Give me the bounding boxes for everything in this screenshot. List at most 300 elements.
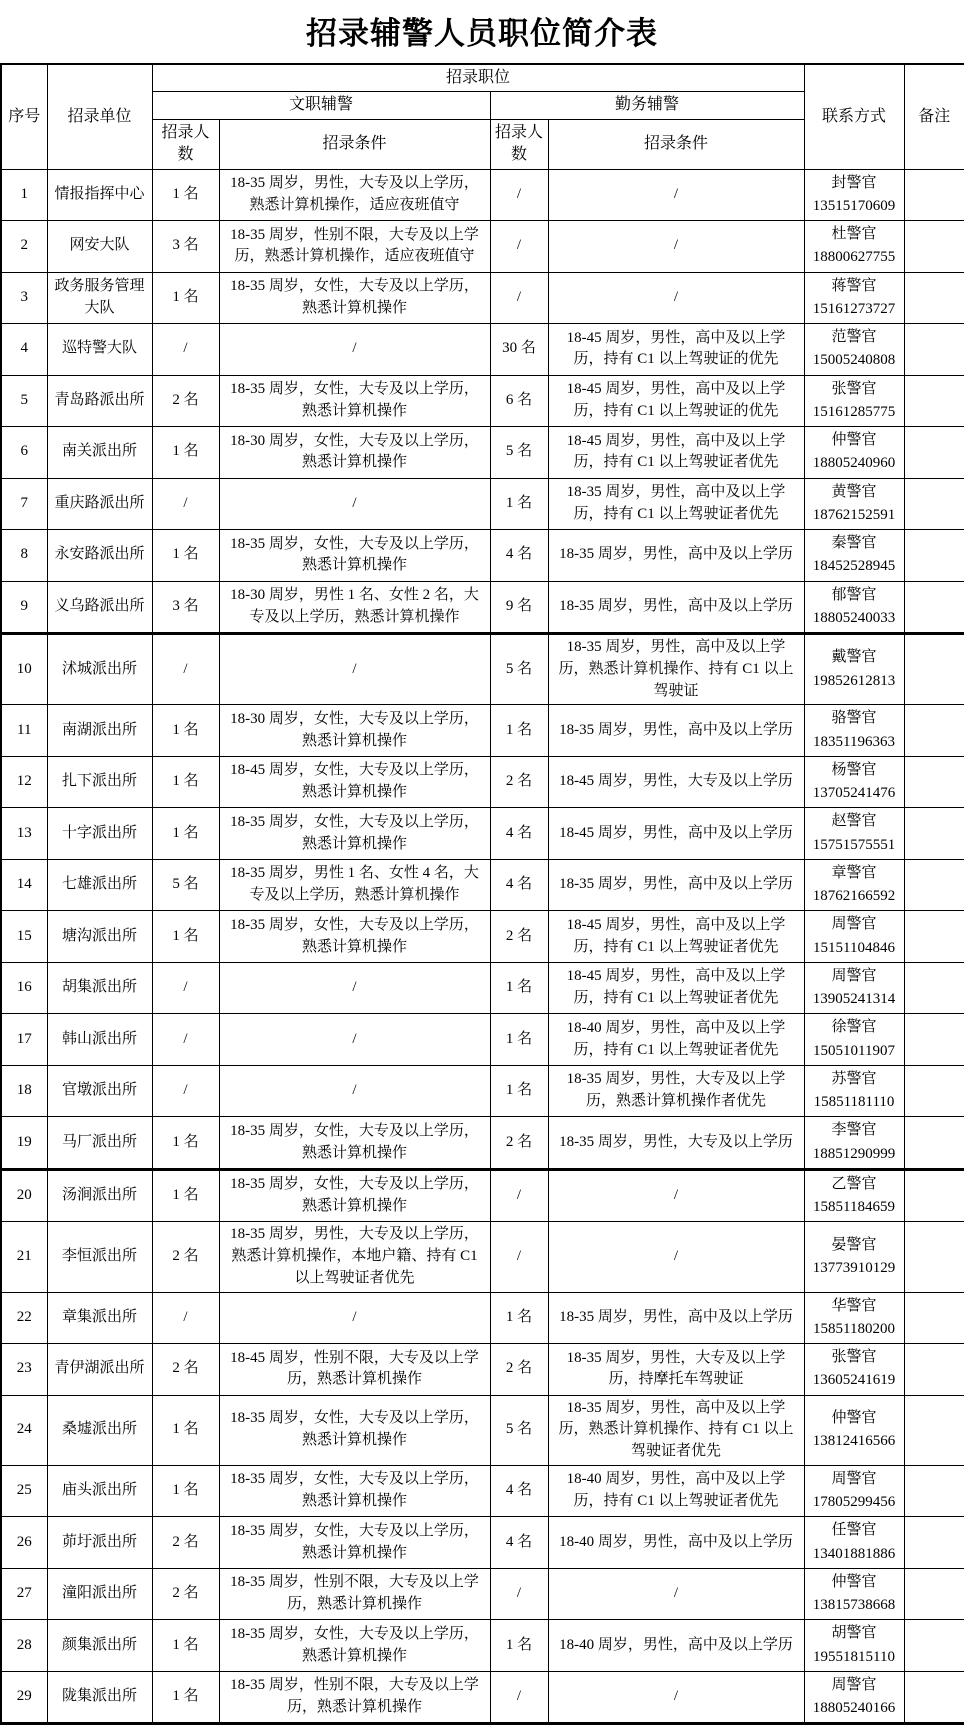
column-header-position-group: 招录职位 xyxy=(152,64,804,92)
contact-name: 胡警官 xyxy=(831,1625,877,1642)
duty-count: / xyxy=(490,1169,548,1222)
row-serial: 12 xyxy=(1,756,47,808)
note-cell xyxy=(904,1292,964,1344)
duty-count: / xyxy=(490,221,548,273)
contact-name: 徐警官 xyxy=(831,1019,877,1036)
civilian-count: 2 名 xyxy=(152,1517,219,1569)
row-serial: 7 xyxy=(1,478,47,530)
row-serial: 2 xyxy=(1,221,47,273)
table-row xyxy=(1,478,964,530)
table-row xyxy=(1,962,964,1014)
contact-name: 骆警官 xyxy=(831,710,877,727)
table-row xyxy=(1,634,964,705)
contact-cell xyxy=(804,1344,904,1396)
contact-name: 张警官 xyxy=(831,380,877,397)
note-cell xyxy=(904,1568,964,1620)
contact-phone: 15851181110 xyxy=(813,1094,895,1111)
civilian-conditions: 18-35 周岁，女性，大专及以上学历，熟悉计算机操作 xyxy=(219,1465,490,1517)
civilian-conditions: 18-35 周岁，性别不限，大专及以上学历，熟悉计算机操作，适应夜班值守 xyxy=(219,221,490,273)
duty-count: 4 名 xyxy=(490,1465,548,1517)
recruiting-unit: 桑墟派出所 xyxy=(47,1395,152,1465)
contact-name: 杨警官 xyxy=(831,761,877,778)
note-cell xyxy=(904,1395,964,1465)
civilian-conditions: 18-45 周岁，女性，大专及以上学历，熟悉计算机操作 xyxy=(219,756,490,808)
contact-phone: 15151104846 xyxy=(813,939,895,956)
duty-conditions: / xyxy=(548,169,804,221)
note-cell xyxy=(904,272,964,324)
contact-name: 戴警官 xyxy=(831,649,877,666)
duty-count: 1 名 xyxy=(490,705,548,757)
table-row xyxy=(1,1117,964,1170)
row-serial: 27 xyxy=(1,1568,47,1620)
note-cell xyxy=(904,221,964,273)
duty-conditions: 18-35 周岁，男性，大专及以上学历，熟悉计算机操作者优先 xyxy=(548,1065,804,1117)
note-cell xyxy=(904,1014,964,1066)
contact-name: 任警官 xyxy=(831,1522,877,1539)
table-row xyxy=(1,808,964,860)
civilian-conditions: 18-35 周岁，女性，大专及以上学历，熟悉计算机操作 xyxy=(219,1395,490,1465)
column-header-duty-group: 勤务辅警 xyxy=(490,92,804,119)
contact-cell xyxy=(804,634,904,705)
row-serial: 14 xyxy=(1,859,47,911)
duty-count: 5 名 xyxy=(490,1395,548,1465)
row-serial: 25 xyxy=(1,1465,47,1517)
civilian-conditions: 18-30 周岁，男性 1 名、女性 2 名，大专及以上学历，熟悉计算机操作 xyxy=(219,581,490,634)
table-row xyxy=(1,911,964,963)
contact-cell xyxy=(804,1014,904,1066)
table-row xyxy=(1,705,964,757)
column-header-unit: 招录单位 xyxy=(47,64,152,169)
duty-count: 2 名 xyxy=(490,1344,548,1396)
note-cell xyxy=(904,478,964,530)
contact-name: 黄警官 xyxy=(831,483,877,500)
contact-phone: 18805240166 xyxy=(812,1700,896,1717)
page-title: 招录辅警人员职位简介表 xyxy=(306,16,658,51)
contact-cell xyxy=(804,1117,904,1170)
contact-phone: 15851180200 xyxy=(813,1320,895,1337)
contact-cell xyxy=(804,324,904,376)
row-serial: 23 xyxy=(1,1344,47,1396)
duty-conditions: 18-40 周岁，男性，高中及以上学历，持有 C1 以上驾驶证者优先 xyxy=(548,1014,804,1066)
row-serial: 18 xyxy=(1,1065,47,1117)
civilian-count: 1 名 xyxy=(152,530,219,582)
civilian-conditions: 18-35 周岁，女性，大专及以上学历，熟悉计算机操作 xyxy=(219,1169,490,1222)
contact-phone: 13605241619 xyxy=(812,1372,896,1389)
column-header-civilian-count: 招录人数 xyxy=(152,119,219,169)
civilian-count: 2 名 xyxy=(152,1344,219,1396)
contact-cell xyxy=(804,962,904,1014)
recruiting-unit: 潼阳派出所 xyxy=(47,1568,152,1620)
duty-count: / xyxy=(490,272,548,324)
contact-name: 范警官 xyxy=(831,329,877,346)
contact-cell xyxy=(804,1065,904,1117)
row-serial: 13 xyxy=(1,808,47,860)
duty-conditions: / xyxy=(548,1671,804,1724)
recruiting-unit: 永安路派出所 xyxy=(47,530,152,582)
contact-cell xyxy=(804,1465,904,1517)
duty-conditions: 18-45 周岁，男性，高中及以上学历，持有 C1 以上驾驶证的优先 xyxy=(548,324,804,376)
column-header-duty-conditions: 招录条件 xyxy=(548,119,804,169)
civilian-conditions: / xyxy=(219,634,490,705)
row-serial: 29 xyxy=(1,1671,47,1724)
duty-conditions: 18-35 周岁，男性，高中及以上学历 xyxy=(548,1292,804,1344)
contact-cell xyxy=(804,1568,904,1620)
note-cell xyxy=(904,1222,964,1292)
contact-name: 李警官 xyxy=(831,1122,877,1139)
civilian-conditions: / xyxy=(219,1065,490,1117)
contact-phone: 18851290999 xyxy=(812,1145,896,1162)
contact-name: 郁警官 xyxy=(831,586,877,603)
recruiting-unit: 李恒派出所 xyxy=(47,1222,152,1292)
note-cell xyxy=(904,1117,964,1170)
duty-count: 1 名 xyxy=(490,1292,548,1344)
civilian-count: 1 名 xyxy=(152,911,219,963)
table-row xyxy=(1,1169,964,1222)
recruiting-unit: 胡集派出所 xyxy=(47,962,152,1014)
note-cell xyxy=(904,1465,964,1517)
civilian-conditions: 18-35 周岁，女性，大专及以上学历，熟悉计算机操作 xyxy=(219,375,490,427)
duty-conditions: 18-40 周岁，男性，高中及以上学历 xyxy=(548,1517,804,1569)
civilian-count: 1 名 xyxy=(152,427,219,479)
duty-count: 4 名 xyxy=(490,530,548,582)
duty-count: / xyxy=(490,169,548,221)
civilian-conditions: 18-35 周岁，性别不限，大专及以上学历，熟悉计算机操作 xyxy=(219,1568,490,1620)
civilian-conditions: 18-35 周岁，女性，大专及以上学历，熟悉计算机操作 xyxy=(219,530,490,582)
civilian-count: 2 名 xyxy=(152,375,219,427)
row-serial: 11 xyxy=(1,705,47,757)
duty-conditions: 18-35 周岁，男性，高中及以上学历 xyxy=(548,581,804,634)
civilian-conditions: 18-35 周岁，男性 1 名、女性 4 名，大专及以上学历，熟悉计算机操作 xyxy=(219,859,490,911)
note-cell xyxy=(904,859,964,911)
recruiting-unit: 颜集派出所 xyxy=(47,1620,152,1672)
civilian-count: 1 名 xyxy=(152,272,219,324)
civilian-conditions: 18-45 周岁，性别不限，大专及以上学历，熟悉计算机操作 xyxy=(219,1344,490,1396)
civilian-conditions: / xyxy=(219,962,490,1014)
civilian-count: 1 名 xyxy=(152,1169,219,1222)
duty-conditions: 18-45 周岁，男性，高中及以上学历，持有 C1 以上驾驶证的优先 xyxy=(548,375,804,427)
duty-conditions: 18-45 周岁，男性，高中及以上学历，持有 C1 以上驾驶证者优先 xyxy=(548,911,804,963)
duty-conditions: / xyxy=(548,272,804,324)
duty-conditions: / xyxy=(548,1568,804,1620)
column-header-contact: 联系方式 xyxy=(804,64,904,169)
civilian-count: 1 名 xyxy=(152,705,219,757)
recruiting-unit: 汤涧派出所 xyxy=(47,1169,152,1222)
row-serial: 17 xyxy=(1,1014,47,1066)
civilian-conditions: 18-35 周岁，性别不限，大专及以上学历，熟悉计算机操作 xyxy=(219,1671,490,1724)
note-cell xyxy=(904,962,964,1014)
civilian-conditions: / xyxy=(219,1014,490,1066)
contact-cell xyxy=(804,169,904,221)
recruiting-unit: 青伊湖派出所 xyxy=(47,1344,152,1396)
note-cell xyxy=(904,1671,964,1724)
civilian-count: / xyxy=(152,1065,219,1117)
duty-conditions: 18-45 周岁，男性，高中及以上学历，持有 C1 以上驾驶证者优先 xyxy=(548,962,804,1014)
civilian-conditions: 18-30 周岁，女性，大专及以上学历，熟悉计算机操作 xyxy=(219,705,490,757)
note-cell xyxy=(904,169,964,221)
civilian-count: / xyxy=(152,634,219,705)
recruiting-unit: 扎下派出所 xyxy=(47,756,152,808)
civilian-count: / xyxy=(152,1014,219,1066)
table-row xyxy=(1,1014,964,1066)
contact-cell xyxy=(804,756,904,808)
duty-conditions: 18-45 周岁，男性，高中及以上学历 xyxy=(548,808,804,860)
recruiting-unit: 官墩派出所 xyxy=(47,1065,152,1117)
contact-name: 章警官 xyxy=(831,864,877,881)
table-row xyxy=(1,221,964,273)
recruiting-unit: 塘沟派出所 xyxy=(47,911,152,963)
contact-phone: 18762152591 xyxy=(812,506,896,523)
recruiting-unit: 陇集派出所 xyxy=(47,1671,152,1724)
contact-phone: 17805299456 xyxy=(812,1494,896,1511)
duty-conditions: 18-40 周岁，男性，高中及以上学历，持有 C1 以上驾驶证者优先 xyxy=(548,1465,804,1517)
note-cell xyxy=(904,1344,964,1396)
contact-name: 赵警官 xyxy=(831,813,877,830)
contact-name: 周警官 xyxy=(831,916,877,933)
table-row xyxy=(1,859,964,911)
contact-phone: 18805240033 xyxy=(812,609,896,626)
civilian-conditions: 18-35 周岁，女性，大专及以上学历，熟悉计算机操作 xyxy=(219,272,490,324)
contact-name: 周警官 xyxy=(831,1676,877,1693)
duty-count: 2 名 xyxy=(490,911,548,963)
civilian-count: 3 名 xyxy=(152,221,219,273)
table-row xyxy=(1,1620,964,1672)
note-cell xyxy=(904,324,964,376)
recruiting-unit: 义乌路派出所 xyxy=(47,581,152,634)
note-cell xyxy=(904,705,964,757)
table-row xyxy=(1,1344,964,1396)
contact-cell xyxy=(804,1222,904,1292)
contact-phone: 13773910129 xyxy=(812,1259,896,1276)
recruiting-unit: 章集派出所 xyxy=(47,1292,152,1344)
table-row xyxy=(1,1568,964,1620)
contact-cell xyxy=(804,911,904,963)
recruiting-unit: 青岛路派出所 xyxy=(47,375,152,427)
contact-phone: 13905241314 xyxy=(812,991,896,1008)
contact-name: 仲警官 xyxy=(831,432,877,449)
civilian-count: 1 名 xyxy=(152,1395,219,1465)
duty-count: / xyxy=(490,1568,548,1620)
contact-cell xyxy=(804,530,904,582)
contact-name: 乙警官 xyxy=(831,1175,877,1192)
contact-phone: 18800627755 xyxy=(812,249,896,266)
recruiting-unit: 重庆路派出所 xyxy=(47,478,152,530)
row-serial: 9 xyxy=(1,581,47,634)
duty-count: 2 名 xyxy=(490,1117,548,1170)
civilian-count: 2 名 xyxy=(152,1568,219,1620)
civilian-conditions: / xyxy=(219,1292,490,1344)
row-serial: 5 xyxy=(1,375,47,427)
contact-phone: 13815738668 xyxy=(812,1597,896,1614)
contact-phone: 13515170609 xyxy=(812,197,896,214)
civilian-conditions: 18-35 周岁，男性，大专及以上学历，熟悉计算机操作，适应夜班值守 xyxy=(219,169,490,221)
recruiting-unit: 庙头派出所 xyxy=(47,1465,152,1517)
civilian-count: 1 名 xyxy=(152,1465,219,1517)
note-cell xyxy=(904,808,964,860)
contact-name: 杜警官 xyxy=(831,226,877,243)
civilian-conditions: / xyxy=(219,478,490,530)
duty-conditions: 18-35 周岁，男性，高中及以上学历 xyxy=(548,530,804,582)
civilian-count: / xyxy=(152,478,219,530)
recruiting-unit: 情报指挥中心 xyxy=(47,169,152,221)
table-body xyxy=(1,169,964,1724)
column-header-note: 备注 xyxy=(904,64,964,169)
recruiting-unit: 政务服务管理大队 xyxy=(47,272,152,324)
duty-conditions: 18-35 周岁，男性，高中及以上学历 xyxy=(548,705,804,757)
contact-name: 张警官 xyxy=(831,1349,877,1366)
civilian-conditions: 18-35 周岁，女性，大专及以上学历，熟悉计算机操作 xyxy=(219,1117,490,1170)
civilian-count: 1 名 xyxy=(152,1671,219,1724)
column-header-civilian-group: 文职辅警 xyxy=(152,92,490,119)
contact-phone: 18762166592 xyxy=(812,888,896,905)
contact-phone: 15851184659 xyxy=(813,1199,895,1216)
row-serial: 10 xyxy=(1,634,47,705)
duty-conditions: 18-40 周岁，男性，高中及以上学历 xyxy=(548,1620,804,1672)
recruiting-unit: 茆圩派出所 xyxy=(47,1517,152,1569)
note-cell xyxy=(904,1620,964,1672)
row-serial: 19 xyxy=(1,1117,47,1170)
contact-phone: 15161285775 xyxy=(812,403,896,420)
civilian-conditions: 18-35 周岁，男性，大专及以上学历，熟悉计算机操作，本地户籍、持有 C1 以上驾驶证者优先 xyxy=(219,1222,490,1292)
duty-conditions: 18-35 周岁，男性，高中及以上学历，熟悉计算机操作、持有 C1 以上驾驶证者优先 xyxy=(548,1395,804,1465)
contact-phone: 18805240960 xyxy=(812,455,896,472)
contact-phone: 15161273727 xyxy=(812,300,896,317)
contact-cell xyxy=(804,1395,904,1465)
column-header-civilian-conditions: 招录条件 xyxy=(219,119,490,169)
duty-count: / xyxy=(490,1222,548,1292)
duty-conditions: 18-35 周岁，男性，高中及以上学历，持有 C1 以上驾驶证者优先 xyxy=(548,478,804,530)
recruiting-unit: 十字派出所 xyxy=(47,808,152,860)
contact-phone: 15751575551 xyxy=(812,836,896,853)
recruitment-table xyxy=(0,63,964,1725)
recruiting-unit: 马厂派出所 xyxy=(47,1117,152,1170)
duty-count: 9 名 xyxy=(490,581,548,634)
duty-count: 4 名 xyxy=(490,859,548,911)
duty-conditions: / xyxy=(548,221,804,273)
contact-name: 仲警官 xyxy=(831,1573,877,1590)
contact-name: 华警官 xyxy=(831,1297,877,1314)
contact-cell xyxy=(804,427,904,479)
contact-cell xyxy=(804,859,904,911)
contact-name: 晏警官 xyxy=(831,1236,877,1253)
recruiting-unit: 沭城派出所 xyxy=(47,634,152,705)
contact-name: 蒋警官 xyxy=(831,277,877,294)
civilian-count: 1 名 xyxy=(152,1620,219,1672)
table-row xyxy=(1,1465,964,1517)
table-row xyxy=(1,375,964,427)
duty-count: 4 名 xyxy=(490,808,548,860)
contact-cell xyxy=(804,808,904,860)
civilian-count: 1 名 xyxy=(152,756,219,808)
civilian-conditions: / xyxy=(219,324,490,376)
table-row xyxy=(1,272,964,324)
row-serial: 16 xyxy=(1,962,47,1014)
note-cell xyxy=(904,427,964,479)
row-serial: 22 xyxy=(1,1292,47,1344)
contact-name: 秦警官 xyxy=(831,535,877,552)
note-cell xyxy=(904,911,964,963)
table-row xyxy=(1,427,964,479)
note-cell xyxy=(904,756,964,808)
row-serial: 1 xyxy=(1,169,47,221)
civilian-count: / xyxy=(152,324,219,376)
contact-phone: 18351196363 xyxy=(813,733,895,750)
civilian-count: 1 名 xyxy=(152,808,219,860)
contact-phone: 18452528945 xyxy=(812,558,896,575)
contact-cell xyxy=(804,1671,904,1724)
row-serial: 28 xyxy=(1,1620,47,1672)
row-serial: 4 xyxy=(1,324,47,376)
contact-cell xyxy=(804,221,904,273)
contact-cell xyxy=(804,1292,904,1344)
table-row xyxy=(1,1671,964,1724)
civilian-count: 1 名 xyxy=(152,169,219,221)
table-row xyxy=(1,169,964,221)
row-serial: 8 xyxy=(1,530,47,582)
duty-count: 1 名 xyxy=(490,478,548,530)
duty-conditions: / xyxy=(548,1222,804,1292)
duty-conditions: / xyxy=(548,1169,804,1222)
column-header-serial: 序号 xyxy=(1,64,47,169)
table-row xyxy=(1,530,964,582)
civilian-count: 1 名 xyxy=(152,1117,219,1170)
duty-count: 1 名 xyxy=(490,1065,548,1117)
row-serial: 21 xyxy=(1,1222,47,1292)
civilian-count: 2 名 xyxy=(152,1222,219,1292)
recruiting-unit: 巡特警大队 xyxy=(47,324,152,376)
duty-count: 5 名 xyxy=(490,634,548,705)
row-serial: 26 xyxy=(1,1517,47,1569)
note-cell xyxy=(904,530,964,582)
civilian-count: 5 名 xyxy=(152,859,219,911)
civilian-conditions: 18-35 周岁，女性，大专及以上学历，熟悉计算机操作 xyxy=(219,808,490,860)
duty-conditions: 18-35 周岁，男性，高中及以上学历 xyxy=(548,859,804,911)
civilian-conditions: 18-30 周岁，女性，大专及以上学历，熟悉计算机操作 xyxy=(219,427,490,479)
contact-phone: 15005240808 xyxy=(812,352,896,369)
note-cell xyxy=(904,1169,964,1222)
contact-cell xyxy=(804,1169,904,1222)
duty-conditions: 18-35 周岁，男性，高中及以上学历，熟悉计算机操作、持有 C1 以上驾驶证 xyxy=(548,634,804,705)
duty-count: / xyxy=(490,1671,548,1724)
duty-conditions: 18-45 周岁，男性，大专及以上学历 xyxy=(548,756,804,808)
contact-phone: 13812416566 xyxy=(812,1433,896,1450)
row-serial: 6 xyxy=(1,427,47,479)
duty-conditions: 18-45 周岁，男性，高中及以上学历，持有 C1 以上驾驶证者优先 xyxy=(548,427,804,479)
duty-count: 6 名 xyxy=(490,375,548,427)
table-header xyxy=(1,64,964,169)
note-cell xyxy=(904,581,964,634)
recruiting-unit: 七雄派出所 xyxy=(47,859,152,911)
contact-phone: 19852612813 xyxy=(812,672,896,689)
table-row xyxy=(1,1395,964,1465)
contact-cell xyxy=(804,705,904,757)
note-cell xyxy=(904,375,964,427)
note-cell xyxy=(904,634,964,705)
note-cell xyxy=(904,1065,964,1117)
recruiting-unit: 南关派出所 xyxy=(47,427,152,479)
recruiting-unit: 韩山派出所 xyxy=(47,1014,152,1066)
civilian-conditions: 18-35 周岁，女性，大专及以上学历，熟悉计算机操作 xyxy=(219,911,490,963)
civilian-count: 3 名 xyxy=(152,581,219,634)
contact-name: 周警官 xyxy=(831,1470,877,1487)
recruiting-unit: 网安大队 xyxy=(47,221,152,273)
contact-cell xyxy=(804,478,904,530)
contact-cell xyxy=(804,1620,904,1672)
row-serial: 3 xyxy=(1,272,47,324)
contact-name: 封警官 xyxy=(831,174,877,191)
contact-name: 仲警官 xyxy=(831,1409,877,1426)
table-row xyxy=(1,1517,964,1569)
table-row xyxy=(1,324,964,376)
